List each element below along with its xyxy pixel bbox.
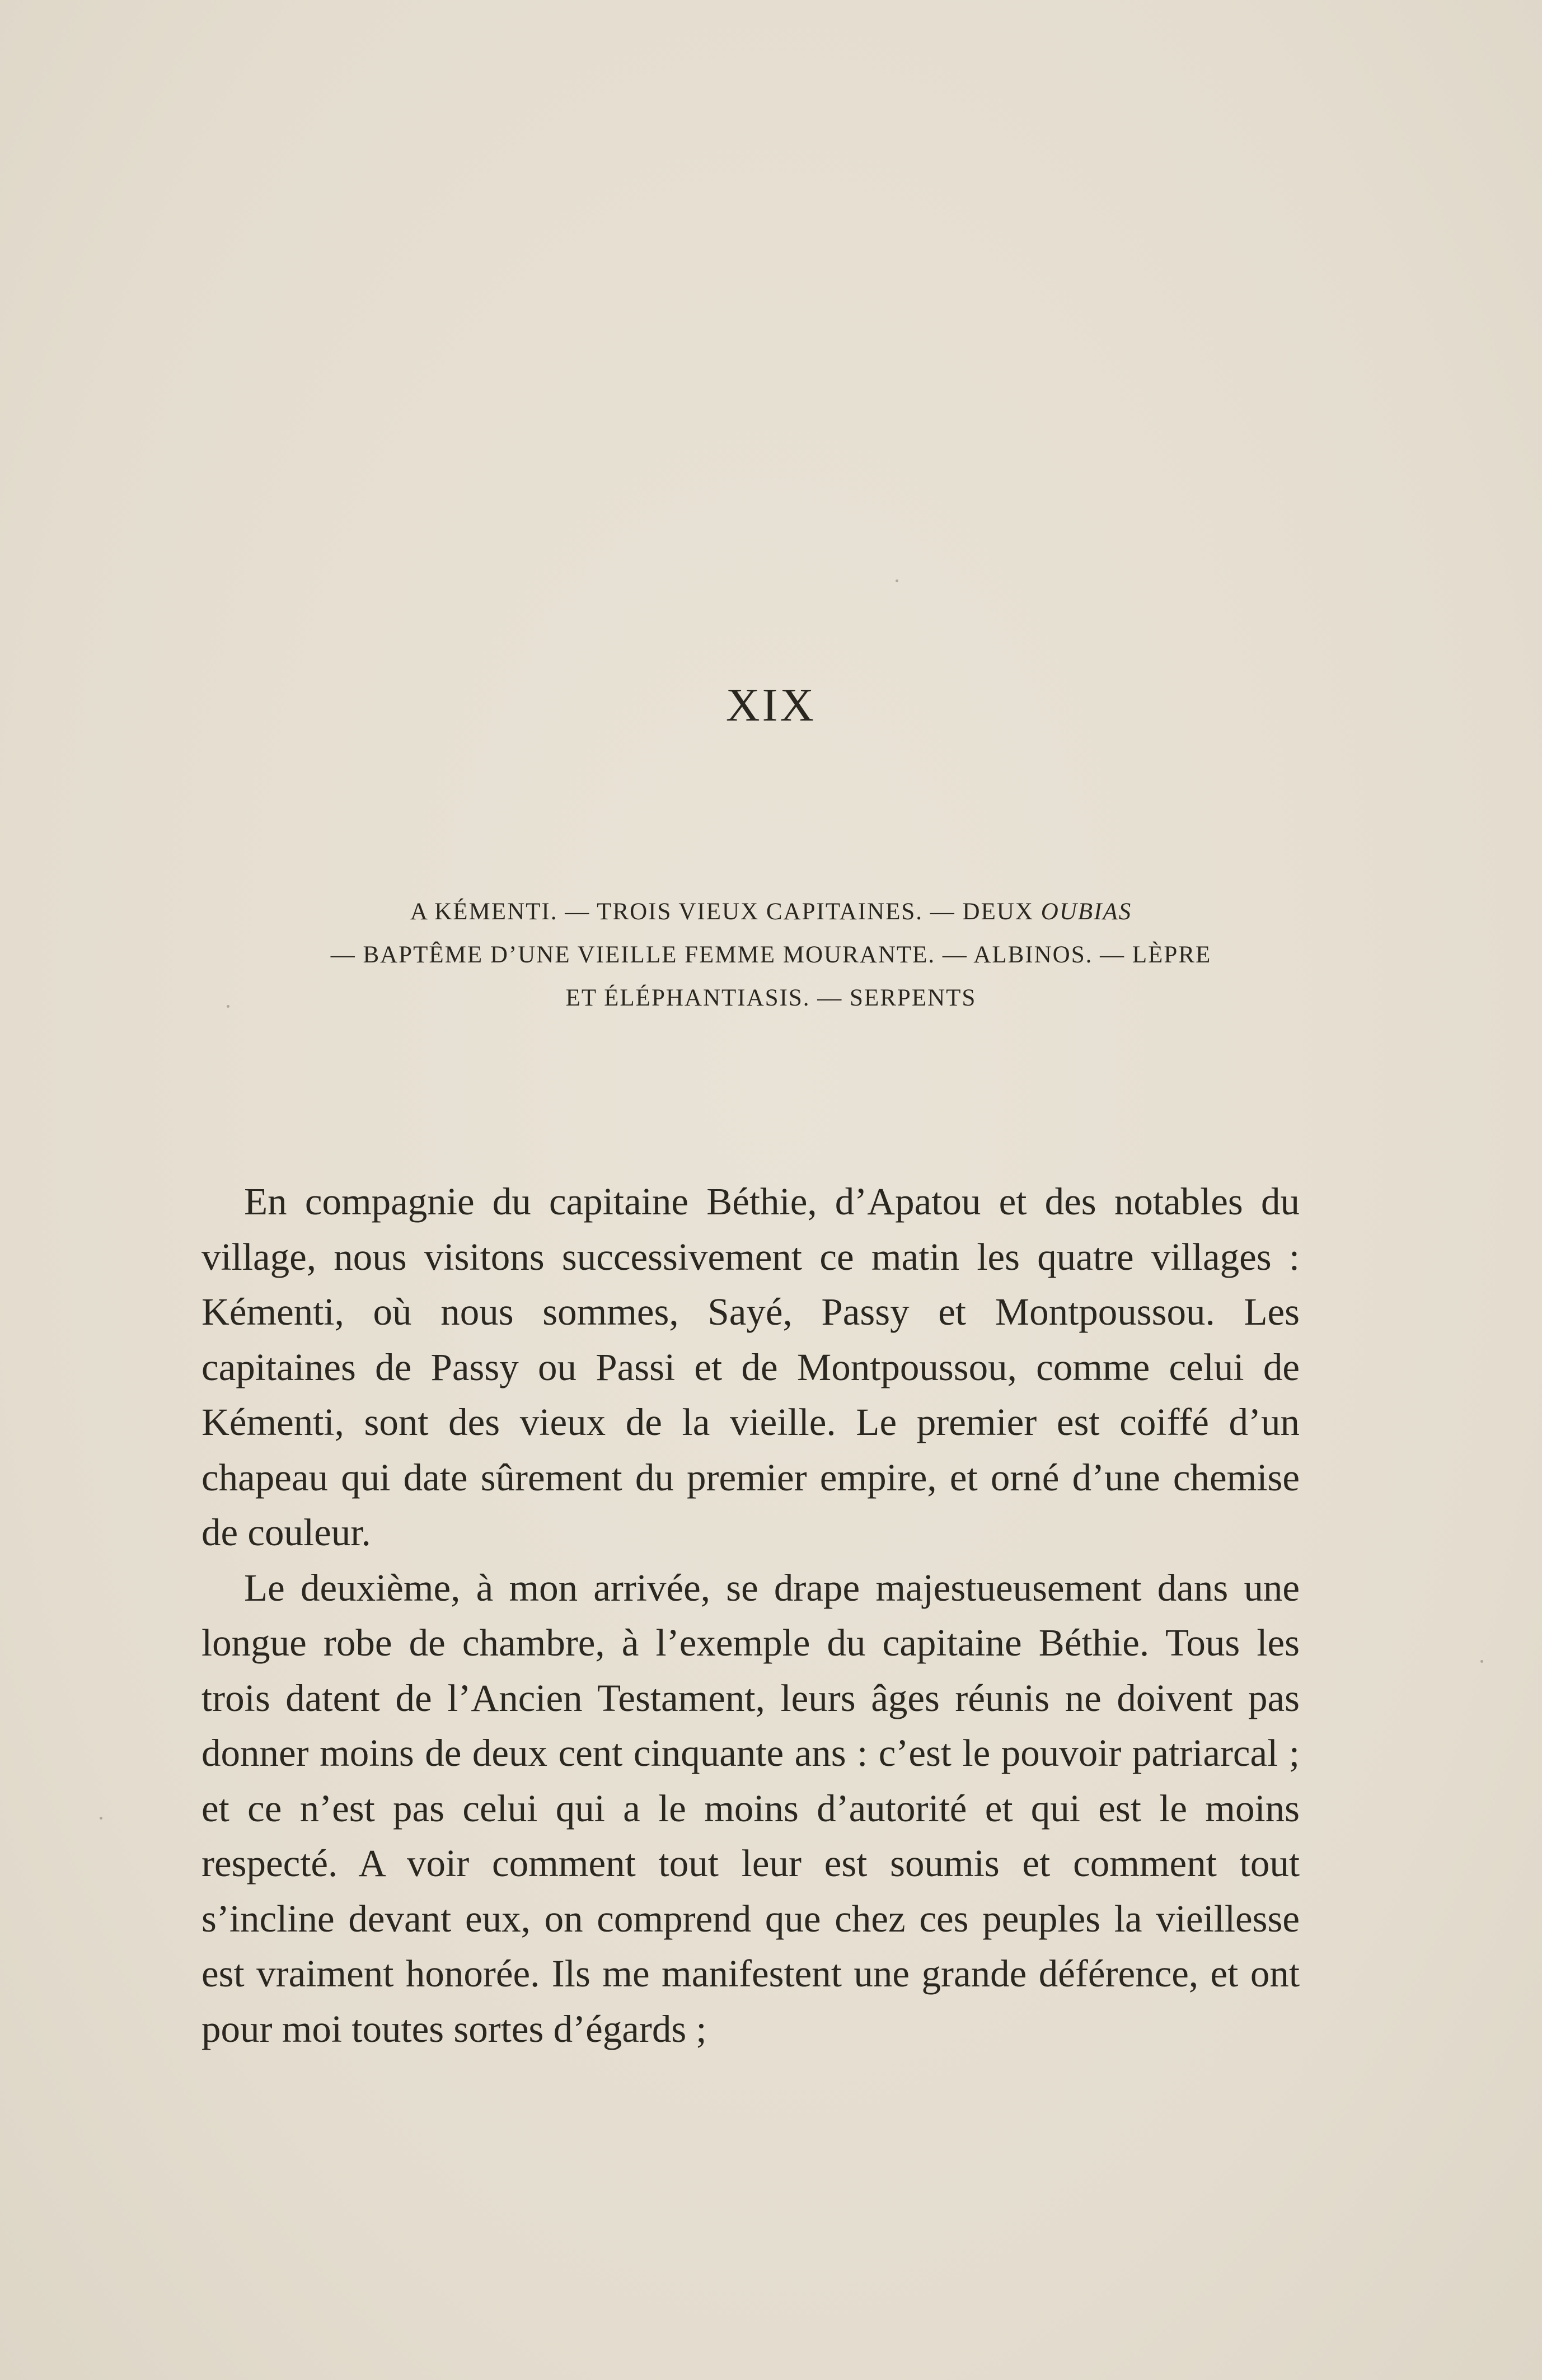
chapter-number: XIX: [725, 679, 817, 731]
paper-speck: [896, 579, 898, 582]
paragraph: En compagnie du capitaine Béthie, d’Apatou et des notables du village, nous visitons successivement ce matin les quatre villages : Kémenti, où nous sommes, Sayé, Passy et Montpoussou. Les capitaines de Passy ou Passi et de Montpoussou, comme celui de Kémenti, sont des vieux de la vieille. Le premier est coiffé d’un chapeau qui date sûrement du premier empire, et orné d’une chemise de couleur.: [201, 1180, 1300, 1554]
summary-line-2: — BAPTÊME D’UNE VIEILLE FEMME MOURANTE. — ALBINOS. — LÈPRE: [330, 942, 1212, 968]
summary-line-1: [224, 890, 1318, 933]
paper-speck: [1480, 1660, 1483, 1663]
chapter-body: [201, 1174, 1300, 2056]
paper-speck: [227, 1005, 229, 1008]
chapter-summary: [224, 890, 1318, 1020]
summary-line-3: ET ÉLÉPHANTIASIS. — SERPENTS: [565, 985, 977, 1011]
summary-italic-word: OUBIAS: [1041, 899, 1132, 925]
paragraph: Le deuxième, à mon arrivée, se drape majestueusement dans une longue robe de chambre, à l’exemple du capitaine Béthie. Tous les trois datent de l’Ancien Testament, leurs âges réunis ne doivent pas donner moins de deux cent cinquante ans : c’est le pouvoir patriarcal ; et ce n’est pas celui qui a le moins d’autorité et qui est le moins respecté. A voir comment tout leur est soumis et comment tout s’incline devant eux, on comprend que chez ces peuples la vieillesse est vraiment honorée. Ils me manifestent une grande déférence, et ont pour moi toutes sortes d’égards ;: [201, 1566, 1300, 2050]
paper-speck: [100, 1817, 102, 1820]
summary-line-1-text: A KÉMENTI. — TROIS VIEUX CAPITAINES. — DEUX: [410, 899, 1041, 925]
